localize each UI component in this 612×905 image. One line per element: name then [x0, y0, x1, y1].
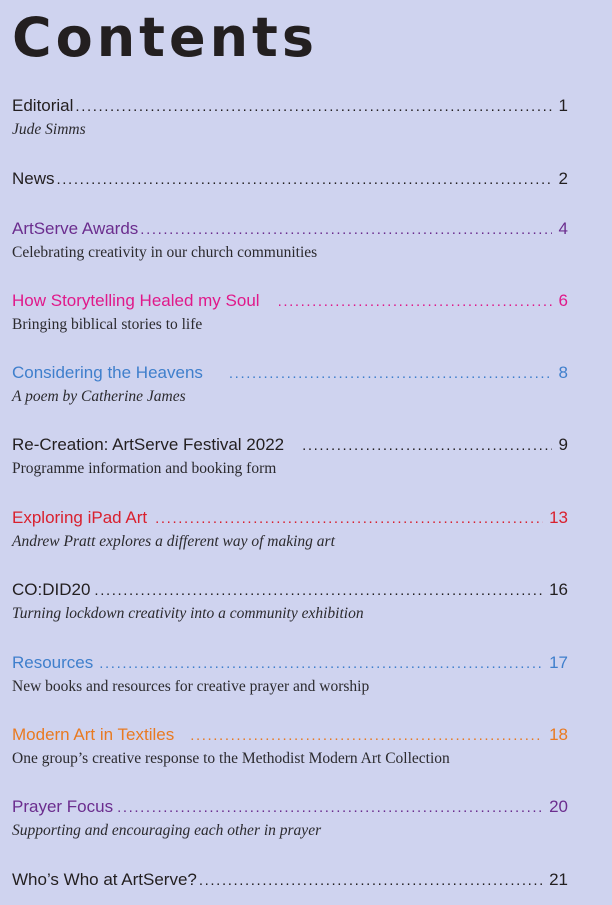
toc-entry-prayer-focus	[12, 795, 568, 842]
entry-title: Exploring iPad Art	[12, 508, 148, 527]
dot-leader	[229, 362, 552, 386]
entry-subtitle: A poem by Catherine James	[12, 388, 186, 405]
toc-row	[12, 361, 568, 386]
toc-row	[12, 289, 568, 314]
toc-row	[12, 433, 568, 458]
toc-entry-ipad-art	[12, 506, 568, 553]
entry-title: How Storytelling Healed my Soul	[12, 291, 260, 310]
entry-subtitle: One group’s creative response to the Methodist Modern Art Collection	[12, 750, 450, 767]
entry-page: 6	[558, 291, 568, 310]
toc-entry-news	[12, 167, 568, 192]
dot-leader	[302, 434, 552, 458]
entry-title: Resources	[12, 653, 94, 672]
toc-entry-textiles	[12, 723, 568, 770]
entry-page: 18	[549, 725, 568, 744]
toc-row	[12, 167, 568, 192]
entry-page: 20	[549, 797, 568, 816]
toc-row	[12, 723, 568, 748]
toc-entry-storytelling	[12, 289, 568, 336]
toc-row	[12, 651, 568, 676]
dot-leader	[57, 168, 552, 192]
dot-leader	[155, 507, 543, 531]
entry-title: Considering the Heavens	[12, 363, 203, 382]
entry-subtitle: Supporting and encouraging each other in prayer	[12, 822, 322, 839]
toc-row	[12, 94, 568, 119]
toc-entry-codid20	[12, 578, 568, 625]
toc-row	[12, 506, 568, 531]
toc-entry-whos-who	[12, 868, 568, 893]
entry-title: Prayer Focus	[12, 797, 114, 816]
toc-entry-editorial	[12, 94, 568, 141]
entry-page: 21	[549, 870, 568, 889]
entry-subtitle: Programme information and booking form	[12, 460, 277, 477]
entry-page: 4	[558, 219, 568, 238]
dot-leader	[190, 724, 543, 748]
entry-page: 1	[558, 96, 568, 115]
toc-entry-heavens	[12, 361, 568, 408]
entry-subtitle: Andrew Pratt explores a different way of making art	[12, 533, 335, 550]
entry-subtitle: New books and resources for creative prayer and worship	[12, 678, 370, 695]
toc-row	[12, 868, 568, 893]
entry-subtitle: Turning lockdown creativity into a community exhibition	[12, 605, 364, 622]
entry-subtitle: Jude Simms	[12, 121, 86, 138]
dot-leader	[75, 95, 552, 119]
toc-row	[12, 578, 568, 603]
entry-title: News	[12, 169, 55, 188]
entry-subtitle: Bringing biblical stories to life	[12, 316, 203, 333]
dot-leader	[199, 869, 543, 893]
entry-page: 17	[549, 653, 568, 672]
entry-page: 16	[549, 580, 568, 599]
entry-title: CO:DID20	[12, 580, 91, 599]
entry-page: 2	[558, 169, 568, 188]
dot-leader	[140, 218, 552, 242]
dot-leader	[99, 652, 543, 676]
toc-entry-resources	[12, 651, 568, 698]
dot-leader	[94, 579, 543, 603]
entry-title: Modern Art in Textiles	[12, 725, 175, 744]
entry-page: 9	[558, 435, 568, 454]
toc-row	[12, 795, 568, 820]
entry-title: Editorial	[12, 96, 74, 115]
entry-page: 13	[549, 508, 568, 527]
entry-page: 8	[558, 363, 568, 382]
toc-row	[12, 217, 568, 242]
toc-entry-artserve-awards	[12, 217, 568, 264]
dot-leader	[117, 796, 543, 820]
entry-title: ArtServe Awards	[12, 219, 139, 238]
dot-leader	[278, 290, 552, 314]
entry-title: Who’s Who at ArtServe?	[12, 870, 197, 889]
entry-title: Re-Creation: ArtServe Festival 2022	[12, 435, 285, 454]
entry-subtitle: Celebrating creativity in our church communities	[12, 244, 318, 261]
page-title: Contents	[12, 6, 319, 69]
toc-entry-recreation	[12, 433, 568, 480]
